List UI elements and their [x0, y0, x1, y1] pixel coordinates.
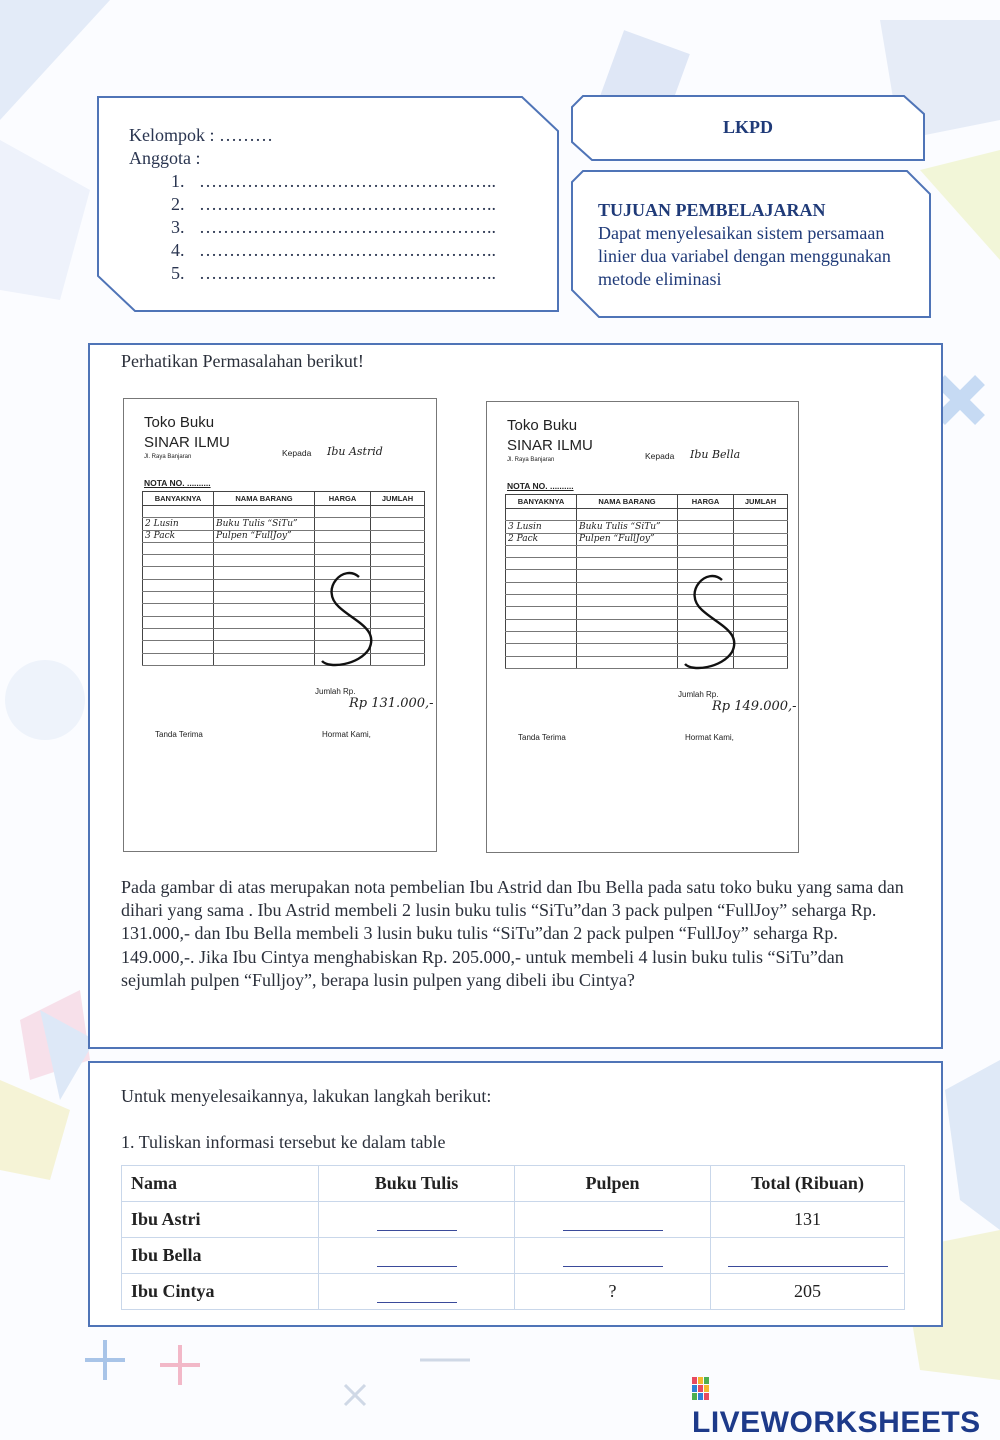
- col-header: BANYAKNYA: [143, 492, 214, 506]
- blank-input-pulpen[interactable]: [563, 1244, 663, 1267]
- shop-name-line1: Toko Buku: [507, 417, 578, 434]
- learning-goal-box: [571, 170, 931, 318]
- row-qty: 3 Lusin: [506, 521, 577, 533]
- goal-text: Dapat menyelesaikan sistem persamaan linier dua variabel dengan menggunakan metode eliminasi: [598, 223, 891, 289]
- jumlah-label: Jumlah Rp.: [315, 687, 356, 696]
- row-item: Pulpen “FullJoy”: [214, 530, 315, 542]
- col-header-buku-tulis: Buku Tulis: [319, 1166, 515, 1202]
- row-qty: 2 Lusin: [143, 518, 214, 530]
- kepada-label: Kepada: [645, 451, 675, 461]
- receipt-bella: [486, 401, 799, 853]
- steps-intro: Untuk menyelesaikannya, lakukan langkah berikut:: [121, 1086, 492, 1106]
- receipt-total: Rp 131.000,-: [349, 696, 434, 711]
- col-header: JUMLAH: [371, 492, 425, 506]
- recipient-name: Ibu Bella: [690, 448, 741, 461]
- row-name: Ibu Bella: [122, 1238, 319, 1274]
- jumlah-label: Jumlah Rp.: [678, 690, 719, 699]
- nota-number: NOTA NO. ..........: [144, 478, 211, 488]
- receipt-astrid: [123, 398, 437, 852]
- col-header: HARGA: [678, 495, 734, 509]
- blank-input-buku-tulis[interactable]: [377, 1244, 457, 1267]
- members-label: Anggota :: [129, 148, 201, 168]
- row-qty: 3 Pack: [143, 530, 214, 542]
- member-line[interactable]: 3. …………………………………………..: [189, 216, 496, 239]
- receipt-total: Rp 149.000,-: [712, 699, 797, 714]
- group-identity-box: [97, 96, 559, 312]
- shop-address: Jl. Raya Banjaran: [507, 457, 555, 463]
- row-item: Buku Tulis “SiTu”: [214, 518, 315, 530]
- row-name: Ibu Cintya: [122, 1274, 319, 1310]
- blank-input-buku-tulis[interactable]: [377, 1280, 457, 1303]
- group-label: Kelompok : ………: [129, 125, 273, 145]
- kepada-label: Kepada: [282, 448, 312, 458]
- member-line[interactable]: 4. …………………………………………..: [189, 239, 496, 262]
- recipient-name: Ibu Astrid: [327, 445, 383, 458]
- lkpd-title-box: [571, 95, 925, 161]
- hormat-kami-label: Hormat Kami,: [685, 733, 734, 742]
- lkpd-title: LKPD: [722, 117, 773, 137]
- row-pulpen: ?: [515, 1274, 711, 1310]
- col-header: HARGA: [315, 492, 371, 506]
- blank-input-pulpen[interactable]: [563, 1208, 663, 1231]
- shop-address: Jl. Raya Banjaran: [144, 454, 192, 460]
- blank-input-total[interactable]: [728, 1244, 888, 1267]
- col-header: NAMA BARANG: [577, 495, 678, 509]
- row-qty: 2 Pack: [506, 533, 577, 545]
- col-header: NAMA BARANG: [214, 492, 315, 506]
- col-header-nama: Nama: [122, 1166, 319, 1202]
- member-line[interactable]: 2. …………………………………………..: [189, 193, 496, 216]
- shop-name-line2: SINAR ILMU: [144, 434, 230, 451]
- hormat-kami-label: Hormat Kami,: [322, 730, 371, 739]
- table-row: [122, 1238, 905, 1274]
- blank-input-buku-tulis[interactable]: [377, 1208, 457, 1231]
- tanda-terima-label: Tanda Terima: [518, 733, 566, 742]
- table-row: [122, 1274, 905, 1310]
- row-name: Ibu Astri: [122, 1202, 319, 1238]
- liveworksheets-logo-icon: [692, 1375, 710, 1399]
- signature-icon: [677, 572, 747, 672]
- row-item: Pulpen “FullJoy”: [577, 533, 678, 545]
- col-header-total: Total (Ribuan): [711, 1166, 905, 1202]
- col-header: JUMLAH: [734, 495, 788, 509]
- liveworksheets-logo: [692, 1372, 1000, 1440]
- table-row: [122, 1202, 905, 1238]
- signature-icon: [314, 569, 384, 669]
- member-line[interactable]: 5. …………………………………………..: [189, 262, 496, 285]
- problem-story: Pada gambar di atas merupakan nota pembelian Ibu Astrid dan Ibu Bella pada satu toko buku yang sama dan dihari yang sama . Ibu Astrid membeli 2 lusin buku tulis “SiTu”dan 3 pack pulpen “FullJoy” seharga Rp. 131.000,- dan Ibu Bella membeli 3 lusin buku tulis “SiTu”dan 2 pack pulpen “FullJoy” seharga Rp. 149.000,-. Jika Ibu Cintya menghabiskan Rp. 205.000,- untuk membeli 4 lusin buku tulis “SiTu”dan sejumlah pulpen “Fulljoy”, berapa lusin pulpen yang dibeli ibu Cintya?: [121, 877, 904, 990]
- goal-heading: TUJUAN PEMBELAJARAN: [598, 200, 826, 220]
- answer-table: [121, 1165, 905, 1310]
- col-header: BANYAKNYA: [506, 495, 577, 509]
- problem-intro: Perhatikan Permasalahan berikut!: [121, 351, 364, 371]
- tanda-terima-label: Tanda Terima: [155, 730, 203, 739]
- shop-name-line1: Toko Buku: [144, 414, 215, 431]
- col-header-pulpen: Pulpen: [515, 1166, 711, 1202]
- row-total: 205: [711, 1274, 905, 1310]
- step-1-instruction: 1. Tuliskan informasi tersebut ke dalam table: [121, 1132, 446, 1152]
- logo-text: LIVEWORKSHEETS: [692, 1406, 981, 1439]
- shop-name-line2: SINAR ILMU: [507, 437, 593, 454]
- nota-number: NOTA NO. ..........: [507, 481, 574, 491]
- member-line[interactable]: 1. …………………………………………..: [189, 170, 496, 193]
- row-item: Buku Tulis “SiTu”: [577, 521, 678, 533]
- row-total: 131: [711, 1202, 905, 1238]
